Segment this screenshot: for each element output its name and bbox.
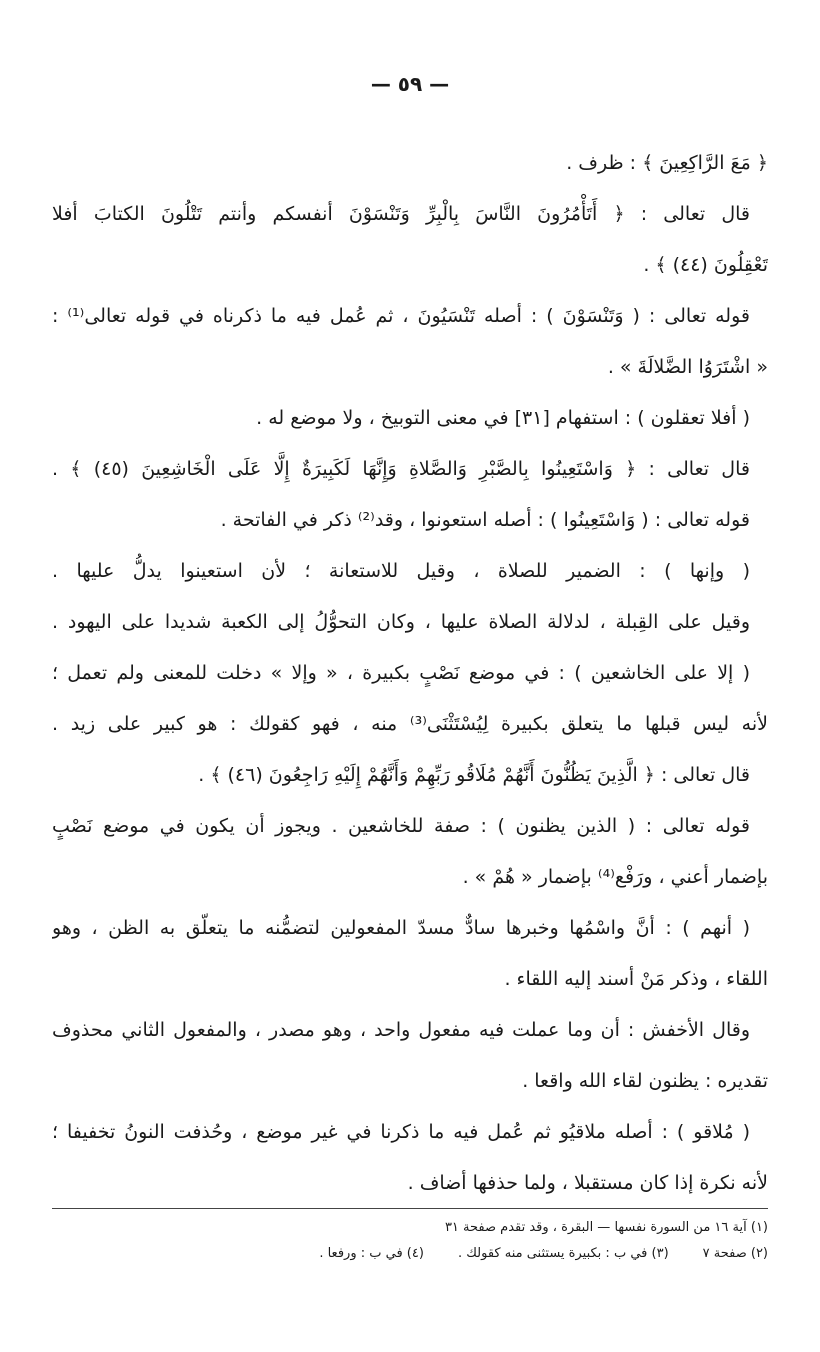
text-line: ( مُلاقو ) : أصله ملاقيُو ثم عُمل فيه ما ذكرنا في غير موضع ، وحُذفت النونُ تخفيفا ؛ <box>52 1121 750 1143</box>
text-line: قوله تعالى : ( وَتَنْسَوْنَ ) : أصله تَنْسَيُونَ ، ثم عُمل فيه ما ذكرناه في قوله تعالى⁽¹⁾ : <box>52 305 750 327</box>
footnote-4: (٤) في ب : ورفعا . <box>319 1246 424 1261</box>
footnote-2: (٢) صفحة ٧ <box>702 1246 768 1261</box>
text-line: وقال الأخفش : أن وما عملت فيه مفعول واحد ، وهو مصدر ، والمفعول الثاني محذوف <box>52 1019 750 1041</box>
text-line: بإضمار أعني ، ورَفْع⁽⁴⁾ بإضمار « هُمْ » . <box>462 866 768 888</box>
text-line: قال تعالى : ﴿ الَّذِينَ يَظُنُّونَ أَنَّهُمْ مُلَاقُو رَبِّهِمْ وَأَنَّهُمْ إِلَيْهِ رَاجِعُونَ (٤٦) ﴾ . <box>198 764 750 786</box>
footnote-3: (٣) في ب : بكبيرة يستثنى منه كقولك . <box>457 1246 669 1261</box>
main-text <box>52 138 768 1209</box>
footnote-1: (١) آية ١٦ من السورة نفسها — البقرة ، وقد تقدم صفحة ٣١ <box>444 1220 768 1235</box>
text-line: اللقاء ، وذكر مَنْ أسند إليه اللقاء . <box>504 968 768 990</box>
text-line: قوله تعالى : ( وَاسْتَعِينُوا ) : أصله استعونوا ، وقد⁽²⁾ ذكر في الفاتحة . <box>220 509 750 531</box>
text-line: تَعْقِلُونَ (٤٤) ﴾ . <box>643 254 768 276</box>
text-line: ( إلا على الخاشعين ) : في موضع نَصْبٍ بكبيرة ، « وإلا » دخلت للمعنى ولم تعمل ؛ <box>52 662 750 684</box>
page-number: — ٥٩ — <box>370 72 450 96</box>
text-line: ( وإنها ) : الضمير للصلاة ، وقيل للاستعانة ؛ لأن استعينوا يدلُّ عليها . <box>52 560 750 582</box>
text-line: ( أنهم ) : أنَّ واسْمُها وخبرها سادٌّ مسدّ المفعولين لتضمُّنه ما يتعلّق به الظن ، وهو <box>52 917 750 939</box>
text-line: ﴿ مَعَ الرَّاكِعِينَ ﴾ : ظرف . <box>566 152 768 174</box>
text-line: قال تعالى : ﴿ أَتَأْمُرُونَ النَّاسَ بِالْبِرِّ وَتَنْسَوْنَ أنفسكم وأنتم تَتْلُونَ الكتابَ أفلا <box>52 203 750 225</box>
text-line: « اشْتَرَوُا الضَّلالَةَ » . <box>607 356 768 378</box>
text-line: وقيل على القِبلة ، لدلالة الصلاة عليها ، وكان التحوُّلُ إلى الكعبة شديدا على اليهود . <box>52 611 750 633</box>
text-line: قال تعالى : ﴿ وَاسْتَعِينُوا بِالصَّبْرِ وَالصَّلاةِ وَإِنَّهَا لَكَبِيرَةٌ إِلَّا عَلَى الْخَاشِعِينَ (٤٥) ﴾ . <box>52 458 750 480</box>
text-line: لأنه نكرة إذا كان مستقبلا ، ولما حذفها أضاف . <box>407 1172 768 1194</box>
footnote-row <box>52 1241 768 1267</box>
text-line: ( أفلا تعقلون ) : استفهام [٣١] في معنى التوبيخ ، ولا موضع له . <box>256 407 750 429</box>
text-line: تقديره : يظنون لقاء الله واقعا . <box>522 1070 768 1092</box>
text-line: قوله تعالى : ( الذين يظنون ) : صفة للخاشعين . ويجوز أن يكون في موضع نَصْبٍ <box>52 815 750 837</box>
footnote-separator <box>52 1208 768 1209</box>
text-line: لأنه ليس قبلها ما يتعلق بكبيرة لِيُسْتَثْنَى⁽³⁾ منه ، فهو كقولك : هو كبير على زيد . <box>52 713 768 735</box>
footnotes <box>52 1215 768 1267</box>
